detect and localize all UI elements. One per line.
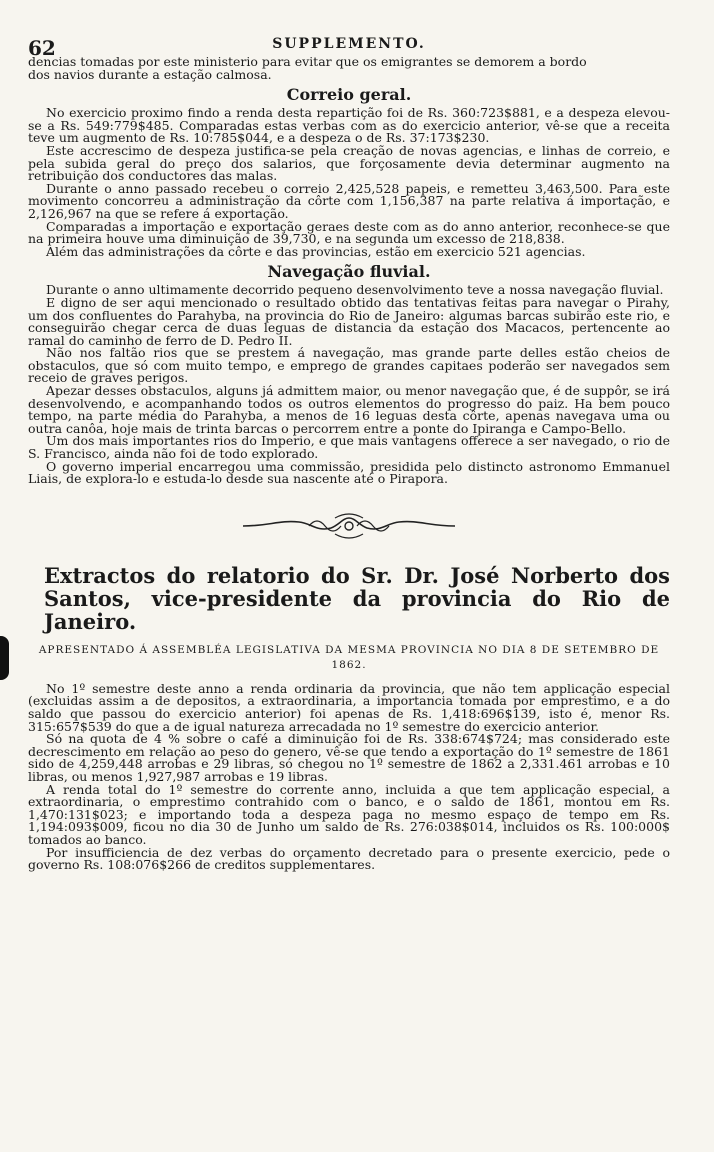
extractos-paragraph: No 1º semestre deste anno a renda ordinaria da provincia, que não tem applicação especial (excluidas assim a de depositos, a extraordinaria, a importancia tomada por emprestimo, e a do saldo que passou do exercicio anterior) foi apenas de Rs. 1,418:696$139, isto é, menor Rs. 315:657$539 do que a de igual natureza arrecadada no 1º semestre do exercicio anterior. xyxy=(28,680,670,734)
navegacao-paragraph: Durante o anno ultimamente decorrido pequeno desenvolvimento teve a nossa navegação fluvial. xyxy=(46,282,664,298)
extractos-title: Extractos do relatorio do Sr. Dr. José Norberto dos Santos, vice-presidente da provincia do Rio de Janeiro. xyxy=(44,562,670,634)
intro-line-2: dos navios durante a estação calmosa. xyxy=(28,66,272,82)
correio-paragraph: Comparadas a importação e exportação geraes deste com as do anno anterior, reconhece-se que na primeira houve uma diminuição de 39,730, e na segunda um excesso de 218,838. xyxy=(28,218,670,247)
ornament-flourish-icon xyxy=(239,512,459,540)
navegacao-paragraph: O governo imperial encarregou uma commissão, presidida pelo distincto astronomo Emmanuel Liais, de explora-lo e estuda-lo desde sua nascente até o Pirapora. xyxy=(28,458,670,487)
page-header xyxy=(28,36,670,60)
intro-line-1: dencias tomadas por este ministerio para evitar que os emigrantes se demorem a bordo xyxy=(28,54,587,69)
correio-paragraph: No exercicio proximo findo a renda desta repartição foi de Rs. 360:723$881, e a despeza elevou-se a Rs. 549:779$485. Comparadas estas verbas com as do exercicio anterior, vê-se que a receita teve um augmento de Rs. 10:785$044, e a despeza o de Rs. 37:173$230. xyxy=(28,105,670,146)
navegacao-paragraph: Não nos faltão rios que se prestem á navegação, mas grande parte delles estão cheios de obstaculos, que só com muito tempo, e emprego de grandes capitaes poderão ser navegados sem receio de graves perigos. xyxy=(28,345,670,386)
correio-paragraph: Durante o anno passado recebeu o correio 2,425,528 papeis, e remetteu 3,463,500. Para este movimento concorreu a administração da côrte com 1,156,387 na parte relativa á importação, e 2,126,967 na que se refere á exportação. xyxy=(28,180,670,221)
section-heading-navegacao: Navegação fluvial. xyxy=(267,262,431,282)
scan-margin-mark xyxy=(0,636,9,680)
correio-paragraph: Este accrescimo de despeza justifica-se pela creação de novas agencias, e linhas de correio, e pela subida geral do preço dos salarios, que forçosamente devia determinar augmento na retribuição dos conductores das malas. xyxy=(28,142,670,184)
running-title: SUPPLEMENTO. xyxy=(272,36,426,52)
ornament-divider xyxy=(28,512,670,544)
extractos-subtitle: APRESENTADO Á ASSEMBLÉA LEGISLATIVA DA MESMA PROVINCIA NO DIA 8 DE SETEMBRO DE 1862. xyxy=(38,643,660,671)
navegacao-paragraph: Um dos mais importantes rios do Imperio, e que mais vantagens offerece a ser navegado, o rio de S. Francisco, ainda não foi de todo explorado. xyxy=(28,433,670,462)
extractos-paragraph: A renda total do 1º semestre do corrente anno, incluida a que tem applicação especial, a extraordinaria, o emprestimo contrahido com o banco, e o saldo de 1861, montou em Rs. 1,470:131$023; e importando toda a despeza paga no mesmo espaço de tempo em Rs. 1,194:093$009, ficou no dia 30 de Junho um saldo de Rs. 276:038$014, incluidos os Rs. 100:000$ tomados ao banco. xyxy=(28,781,670,847)
document-page xyxy=(28,36,670,872)
navegacao-paragraph: Apezar desses obstaculos, alguns já admittem maior, ou menor navegação que, é de suppôr, se irá desenvolvendo, e acompanhando todos os outros elementos do progresso do paiz. Ha bem pouco tempo, na parte média do Parahyba, a menos de 16 leguas desta côrte, apenas navegava uma ou outra canôa, hoje mais de trinta barcas o percorrem entre a ponte do Ipiranga e Campo-Bello. xyxy=(28,383,670,436)
extractos-paragraph: Por insufficiencia de dez verbas do orçamento decretado para o presente exercicio, pede o governo Rs. 108:076$266 de creditos supplementares. xyxy=(28,844,670,873)
page-number: 62 xyxy=(28,36,56,60)
navegacao-paragraph: E digno de ser aqui mencionado o resultado obtido das tentativas feitas para navegar o Pirahy, um dos confluentes do Parahyba, na provincia do Rio de Janeiro: algumas barcas subirão este rio, e conseguirão chegar cerca de duas leguas de distancia da estação dos Macacos, pertencente ao ramal do caminho de ferro de D. Pedro II. xyxy=(28,294,670,348)
correio-paragraph: Além das administrações da côrte e das provincias, estão em exercicio 521 agencias. xyxy=(46,243,586,259)
extractos-paragraph: Só na quota de 4 % sobre o café a diminuição foi de Rs. 338:674$724; mas considerado este decrescimento em relação ao peso do genero, vê-se que tendo a exportação do 1º semestre de 1861 sido de 4,259,448 arrobas e 29 libras, só chegou no 1º semestre de 1862 a 2,331.461 arrobas e 10 libras, ou menos 1,927,987 arrobas e 19 libras. xyxy=(28,731,670,784)
section-heading-correio: Correio geral. xyxy=(286,85,412,105)
